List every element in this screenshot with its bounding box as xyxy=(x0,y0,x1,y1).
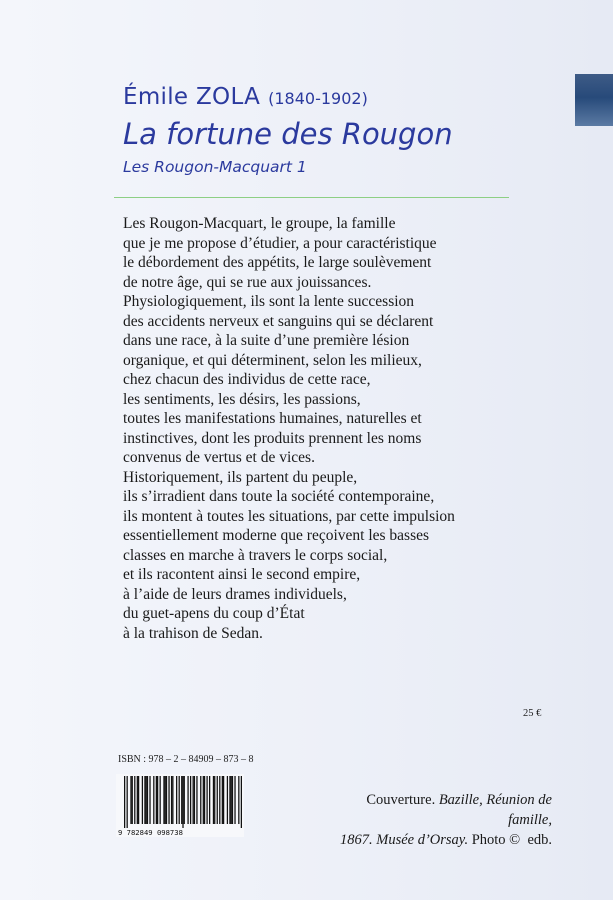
blurb-line: ils montent à toutes les situations, par cette impulsion xyxy=(123,507,455,525)
credit-painter: Bazille, xyxy=(438,792,483,808)
barcode-bar xyxy=(203,776,204,824)
book-title: La fortune des Rougon xyxy=(123,117,453,151)
barcode-bar xyxy=(142,776,143,824)
blurb-line: Physiologiquement, ils sont la lente succession xyxy=(123,293,415,310)
credit-year-museum: 1867. Musée d’Orsay. xyxy=(340,832,469,848)
blurb-line: organique, et qui déterminent, selon les milieux, xyxy=(123,351,422,369)
barcode-bar xyxy=(227,776,228,824)
barcode-bar xyxy=(204,776,205,824)
green-divider xyxy=(114,197,509,198)
barcode-bar xyxy=(219,776,220,824)
blurb-line: Historiquement, ils partent du peuple, xyxy=(123,468,358,486)
barcode-bar xyxy=(206,776,207,824)
barcode-bar xyxy=(179,776,180,824)
blurb-line: et ils racontent ainsi le second empire, xyxy=(123,566,361,583)
blurb-line: des accidents nerveux et sanguins qui se déclarent xyxy=(123,312,434,330)
barcode-bar xyxy=(184,776,185,824)
credit-painting: Réunion de famille, xyxy=(486,792,552,828)
barcode-bar xyxy=(193,776,194,824)
barcode-bar xyxy=(209,776,210,824)
barcode-bar xyxy=(196,776,197,824)
barcode-bar xyxy=(146,776,147,824)
blurb-line: les sentiments, les désirs, les passions, xyxy=(123,390,361,408)
barcode-bar xyxy=(134,776,135,824)
barcode-bar xyxy=(172,776,173,824)
barcode-bar xyxy=(166,776,167,824)
barcode-bar xyxy=(127,776,128,828)
barcode-bar xyxy=(168,776,169,824)
barcode-bar xyxy=(132,776,133,824)
barcode-bar xyxy=(231,776,232,824)
cover-credit xyxy=(320,790,552,850)
blurb-line: essentiellement moderne que reçoivent les basses xyxy=(123,527,430,544)
blurb-line: convenus de vertus et de vices. xyxy=(123,449,315,466)
back-cover-blurb xyxy=(123,214,543,643)
barcode-bar xyxy=(144,776,145,824)
blurb-line: à l’aide de leurs drames individuels, xyxy=(123,585,347,603)
barcode-bar xyxy=(130,776,131,824)
barcode-bar xyxy=(238,776,239,824)
credit-edb: edb. xyxy=(527,832,552,848)
barcode-bar xyxy=(190,776,191,824)
barcode-bar xyxy=(217,776,218,824)
barcode-bar xyxy=(160,776,161,824)
blurb-line: chez chacun des individus de cette race, xyxy=(123,371,371,388)
blurb-line: toutes les manifestations humaines, naturelles et xyxy=(123,410,422,427)
barcode-bar xyxy=(214,776,215,824)
barcode-bar xyxy=(153,776,154,824)
barcode xyxy=(116,774,244,837)
blurb-line: ils s’irradient dans toute la société contemporaine, xyxy=(123,488,435,505)
barcode-bar xyxy=(165,776,166,824)
barcode-bar xyxy=(176,776,177,824)
blurb-line: instinctives, dont les produits prennent les noms xyxy=(123,429,422,447)
barcode-bar xyxy=(213,776,214,824)
price: 25 € xyxy=(523,708,542,719)
barcode-bar xyxy=(163,776,164,824)
blurb-line: classes en marche à travers le corps social, xyxy=(123,546,388,564)
barcode-bar xyxy=(223,776,224,824)
blurb-line: du guet-apens du coup d’État xyxy=(123,605,305,622)
blurb-line: Les Rougon-Macquart, le groupe, la famille xyxy=(123,215,396,232)
barcode-bar xyxy=(229,776,230,824)
barcode-bar xyxy=(156,776,157,824)
series-subtitle: Les Rougon-Macquart 1 xyxy=(123,158,307,176)
barcode-bar xyxy=(147,776,148,824)
barcode-bar xyxy=(222,776,223,824)
barcode-bar xyxy=(157,776,158,824)
barcode-bar xyxy=(200,776,201,824)
blurb-line: le débordement des appétits, le large soulèvement xyxy=(123,254,432,271)
credit-photo: Photo © xyxy=(471,832,521,848)
barcode-bar xyxy=(137,776,138,824)
barcode-bar xyxy=(241,776,242,828)
barcode-bar xyxy=(194,776,195,824)
barcode-bar xyxy=(234,776,235,824)
blurb-line: dans une race, à la suite d’une première lésion xyxy=(123,332,410,349)
barcode-bar xyxy=(138,776,139,824)
author-dates: (1840-1902) xyxy=(268,89,368,108)
blurb-line: que je me propose d’étudier, a pour caractéristique xyxy=(123,234,437,252)
barcode-bar xyxy=(171,776,172,824)
blurb-line: à la trahison de Sedan. xyxy=(123,624,263,642)
blurb-line: de notre âge, qui se rue aux jouissances. xyxy=(123,273,372,291)
author-name: Émile ZOLA xyxy=(123,84,261,110)
cover-painting-edge xyxy=(575,74,613,126)
isbn: ISBN : 978 – 2 – 84909 – 873 – 8 xyxy=(118,754,254,765)
author-line xyxy=(123,84,368,110)
barcode-digits: 9 782849 098738 xyxy=(118,828,183,837)
barcode-bar xyxy=(181,776,182,824)
barcode-bar xyxy=(124,776,125,828)
barcode-bar xyxy=(182,776,183,828)
credit-prefix: Couverture. xyxy=(366,792,436,808)
barcode-bar xyxy=(149,776,150,824)
barcode-bar xyxy=(187,776,188,824)
barcode-bar xyxy=(232,776,233,824)
